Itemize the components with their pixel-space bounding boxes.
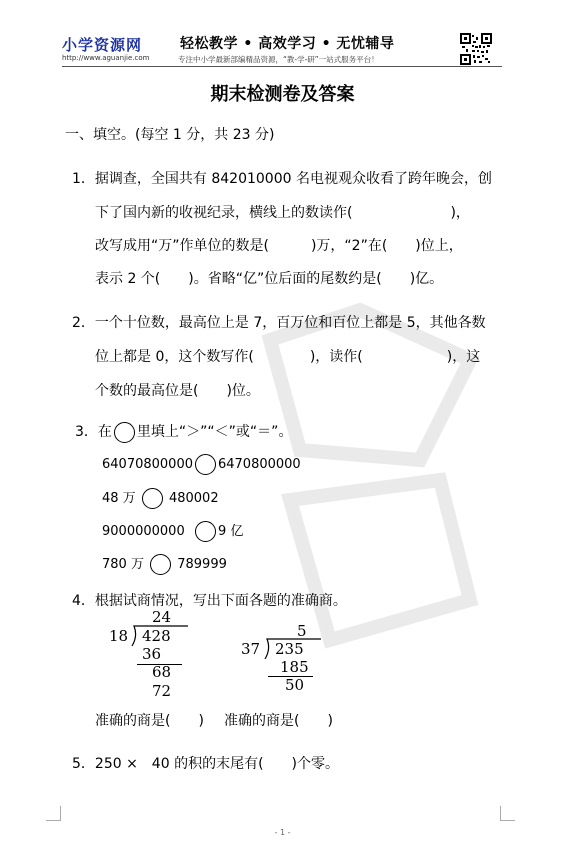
compare-right: 9 亿 xyxy=(217,524,244,539)
q2-line3: 个数的最高位是( )位。 xyxy=(95,383,260,399)
site-url: http://www.aguanjie.com xyxy=(62,54,150,62)
compare-left: 780 万 xyxy=(102,557,144,572)
div2-answer: 准确的商是( ) xyxy=(224,713,333,729)
page-title: 期末检测卷及答案 xyxy=(210,84,355,105)
crop-mark xyxy=(46,806,61,821)
div1-dividend: 428 xyxy=(142,627,171,645)
header-divider xyxy=(62,66,502,67)
div2-divisor: 37 xyxy=(241,640,261,658)
compare-left: 64070800000 xyxy=(102,457,193,472)
section-heading: 一、填空。(每空 1 分，共 23 分) xyxy=(65,127,275,143)
q1-line3: 改写成用“万”作单位的数是( )万，“2”在( )位上， xyxy=(95,238,463,254)
q1-line2: 下了国内新的收视纪录，横线上的数读作( )， xyxy=(95,205,470,221)
compare-item xyxy=(102,553,227,575)
compare-right: 6470800000 xyxy=(217,457,301,472)
compare-circle[interactable] xyxy=(195,521,216,542)
div2-product: 185 xyxy=(280,658,309,676)
div2-quotient: 5 xyxy=(297,622,307,640)
qr-code-icon xyxy=(460,33,492,65)
compare-left: 9000000000 xyxy=(102,524,185,539)
compare-left: 48 万 xyxy=(102,491,136,506)
compare-circle xyxy=(114,422,135,443)
page-number: - 1 - xyxy=(274,828,291,837)
compare-item xyxy=(102,454,301,475)
compare-right: 480002 xyxy=(168,491,219,506)
q4-instruction: 4．根据试商情况，写出下面各题的准确商。 xyxy=(72,593,347,609)
q3-prefix: 3．在 xyxy=(75,424,112,440)
div1-step1: 36 xyxy=(142,645,162,663)
div1-divisor: 18 xyxy=(109,627,129,645)
site-logo: 小学资源网 xyxy=(62,36,143,54)
compare-circle[interactable] xyxy=(142,488,163,509)
q2-line1: 2．一个十位数，最高位上是 7，百万位和百位上都是 5，其他各数 xyxy=(72,315,486,331)
div2-remainder: 50 xyxy=(285,676,305,694)
q1-line4: 表示 2 个( )。省略“亿”位后面的尾数约是( )亿。 xyxy=(95,271,444,287)
q3-suffix: 里填上“＞”“＜”或“＝”。 xyxy=(136,424,293,440)
compare-item xyxy=(102,487,219,509)
compare-item xyxy=(102,520,243,542)
div1-answer: 准确的商是( ) xyxy=(95,713,204,729)
div1-step2: 68 xyxy=(152,663,172,681)
compare-right: 789999 xyxy=(177,557,227,572)
div1-remainder: 72 xyxy=(152,682,172,700)
div1-quotient: 24 xyxy=(152,608,172,626)
header-slogan: 轻松教学 • 高效学习 • 无忧辅导 xyxy=(180,36,395,52)
q1-line1: 1．据调查，全国共有 842010000 名电视观众收看了跨年晚会，创 xyxy=(72,171,492,187)
q3-instruction xyxy=(75,421,292,443)
q2-line2: 位上都是 0，这个数写作( )，读作( )，这 xyxy=(95,349,481,365)
q5-text: 5．250 × 40 的积的末尾有( )个零。 xyxy=(72,756,339,772)
header-subslogan: 专注中小学最新部编精品资源，“教-学-研”一站式服务平台！ xyxy=(178,55,379,64)
crop-mark xyxy=(500,806,515,821)
compare-circle[interactable] xyxy=(150,554,171,575)
div2-dividend: 235 xyxy=(275,640,304,658)
compare-circle[interactable] xyxy=(195,454,216,475)
